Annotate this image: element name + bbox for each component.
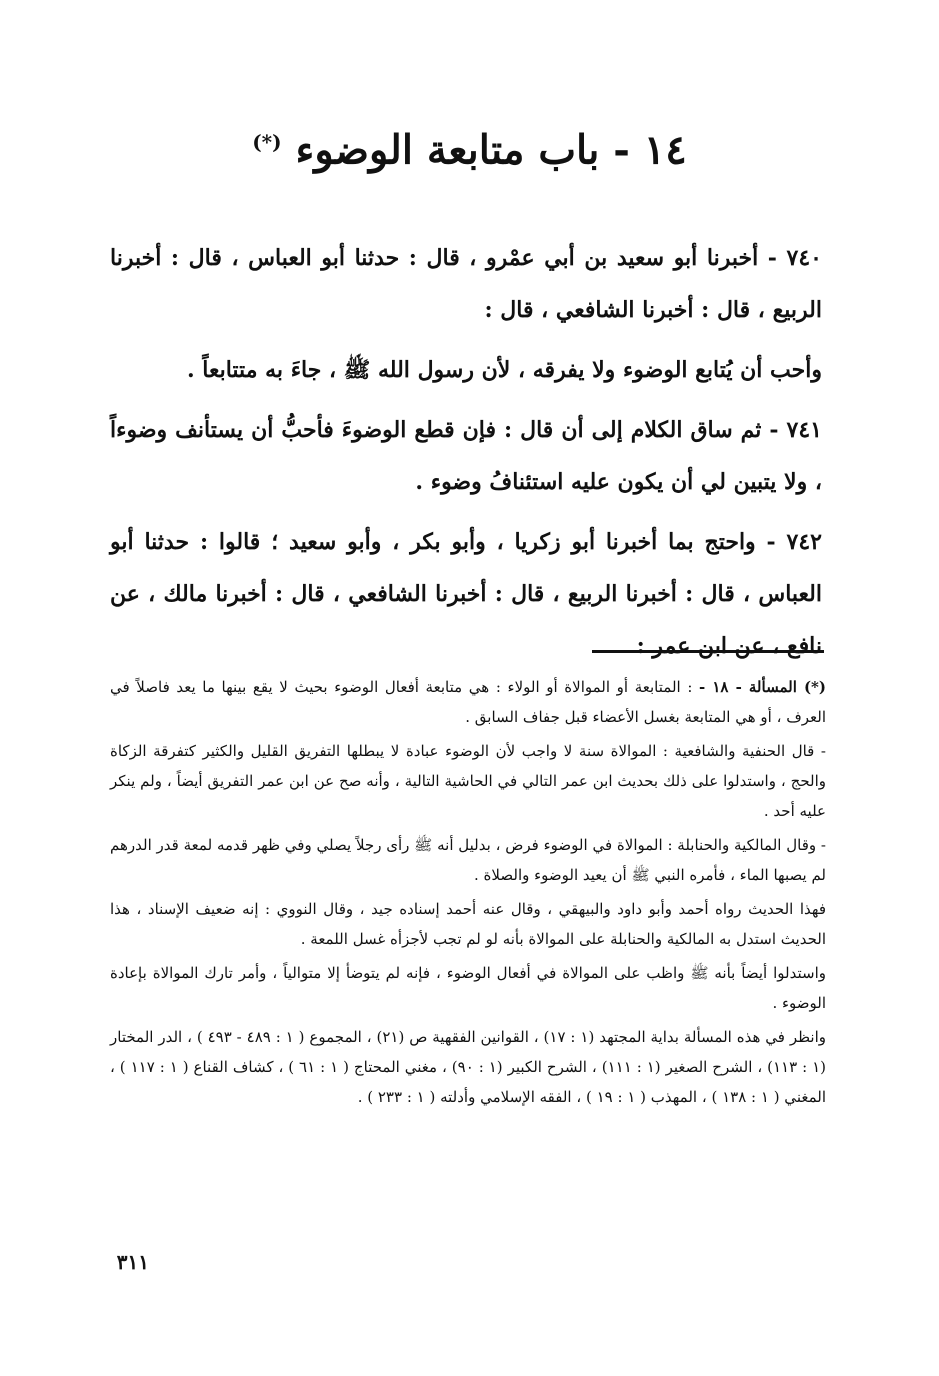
- page-number: ٣١١: [116, 1250, 149, 1274]
- footnote-reference: (*): [252, 130, 282, 154]
- chapter-title: [0, 112, 939, 180]
- hadith-paragraph-740: ٧٤٠ - أخبرنا أبو سعيد بن أبي عمْرو ، قال : حدثنا أبو العباس ، قال : أخبرنا الربيع ، قال : أخبرنا الشافعي ، قال :: [110, 245, 822, 323]
- footnote-item: [110, 672, 826, 732]
- hadith-paragraph-741: ٧٤١ - ثم ساق الكلام إلى أن قال : فإن قطع الوضوءَ فأحبُّ أن يستأنف وضوءاً ، ولا يتبين لي أن يكون عليه استئنافُ وضوء .: [110, 417, 822, 495]
- footnote-item: - قال الحنفية والشافعية : الموالاة سنة لا واجب لأن الوضوء عبادة لا يبطلها التفريق القليل والكثير كتفرقة الزكاة والحج ، واستدلوا على ذلك بحديث ابن عمر التالي في الحاشية التالية ، وأنه صح عن ابن عمر التفريق أيضاً ، ولم ينكر عليه أحد .: [110, 742, 826, 820]
- footnote-item: - وقال المالكية والحنابلة : الموالاة في الوضوء فرض ، بدليل أنه ﷺ رأى رجلاً يصلي وفي ظهر قدمه لمعة قدر الدرهم لم يصبها الماء ، فأمره النبي ﷺ أن يعيد الوضوء والصلاة .: [110, 836, 826, 884]
- footnote-text: : المتابعة أو الموالاة أو الولاء : هي متابعة أفعال الوضوء بحيث لا يقع بينها ما يعد فاصلاً في العرف ، أو هي المتابعة بغسل الأعضاء قبل جفاف السابق .: [110, 678, 826, 726]
- shafii-statement-paragraph: وأحب أن يُتابع الوضوء ولا يفرقه ، لأن رسول الله ﷺ ، جاءَ به متتابعاً .: [186, 357, 822, 383]
- footnote-marker: (*) المسألة - ١٨ -: [699, 678, 826, 696]
- main-text: [110, 232, 822, 680]
- footnote-item: واستدلوا أيضاً بأنه ﷺ واظب على الموالاة في أفعال الوضوء ، فإنه لم يتوضأ إلا متوالياً ، وأمر تارك الموالاة بإعادة الوضوء .: [110, 964, 826, 1012]
- footnote-separator: [592, 650, 824, 653]
- hadith-paragraph-742: ٧٤٢ - واحتج بما أخبرنا أبو زكريا ، وأبو بكر ، وأبو سعيد ؛ قالوا : حدثنا أبو العباس ، قال : أخبرنا الربيع ، قال : أخبرنا الشافعي ، قال : أخبرنا مالك ، عن نافع ، عن ابن عمر :: [110, 529, 822, 659]
- footnotes: [110, 672, 826, 1116]
- chapter-title-text: ١٤ - باب متابعة الوضوء: [295, 126, 687, 174]
- footnote-item: وانظر في هذه المسألة بداية المجتهد (١ : ١٧) ، القوانين الفقهية ص (٢١) ، المجموع ( ١ : ٤٨٩ - ٤٩٣ ) ، الدر المختار (١ : ١١٣) ، الشرح الصغير (١ : ١١١) ، الشرح الكبير (١ : ٩٠) ، مغني المحتاج ( ١ : ٦١ ) ، كشاف القناع ( ١ : ١١٧ ) ، المغني ( ١ : ١٣٨ ) ، المهذب ( ١ : ١٩ ) ، الفقه الإسلامي وأدلته ( ١ : ٢٣٣ ) .: [110, 1028, 827, 1106]
- footnote-item: فهذا الحديث رواه أحمد وأبو داود والبيهقي ، وقال عنه أحمد إسناده جيد ، وقال النووي : إنه ضعيف الإسناد ، هذا الحديث استدل به المالكية والحنابلة على الموالاة بأنه لو لم تجب لأجزأه غسل اللمعة .: [110, 900, 826, 948]
